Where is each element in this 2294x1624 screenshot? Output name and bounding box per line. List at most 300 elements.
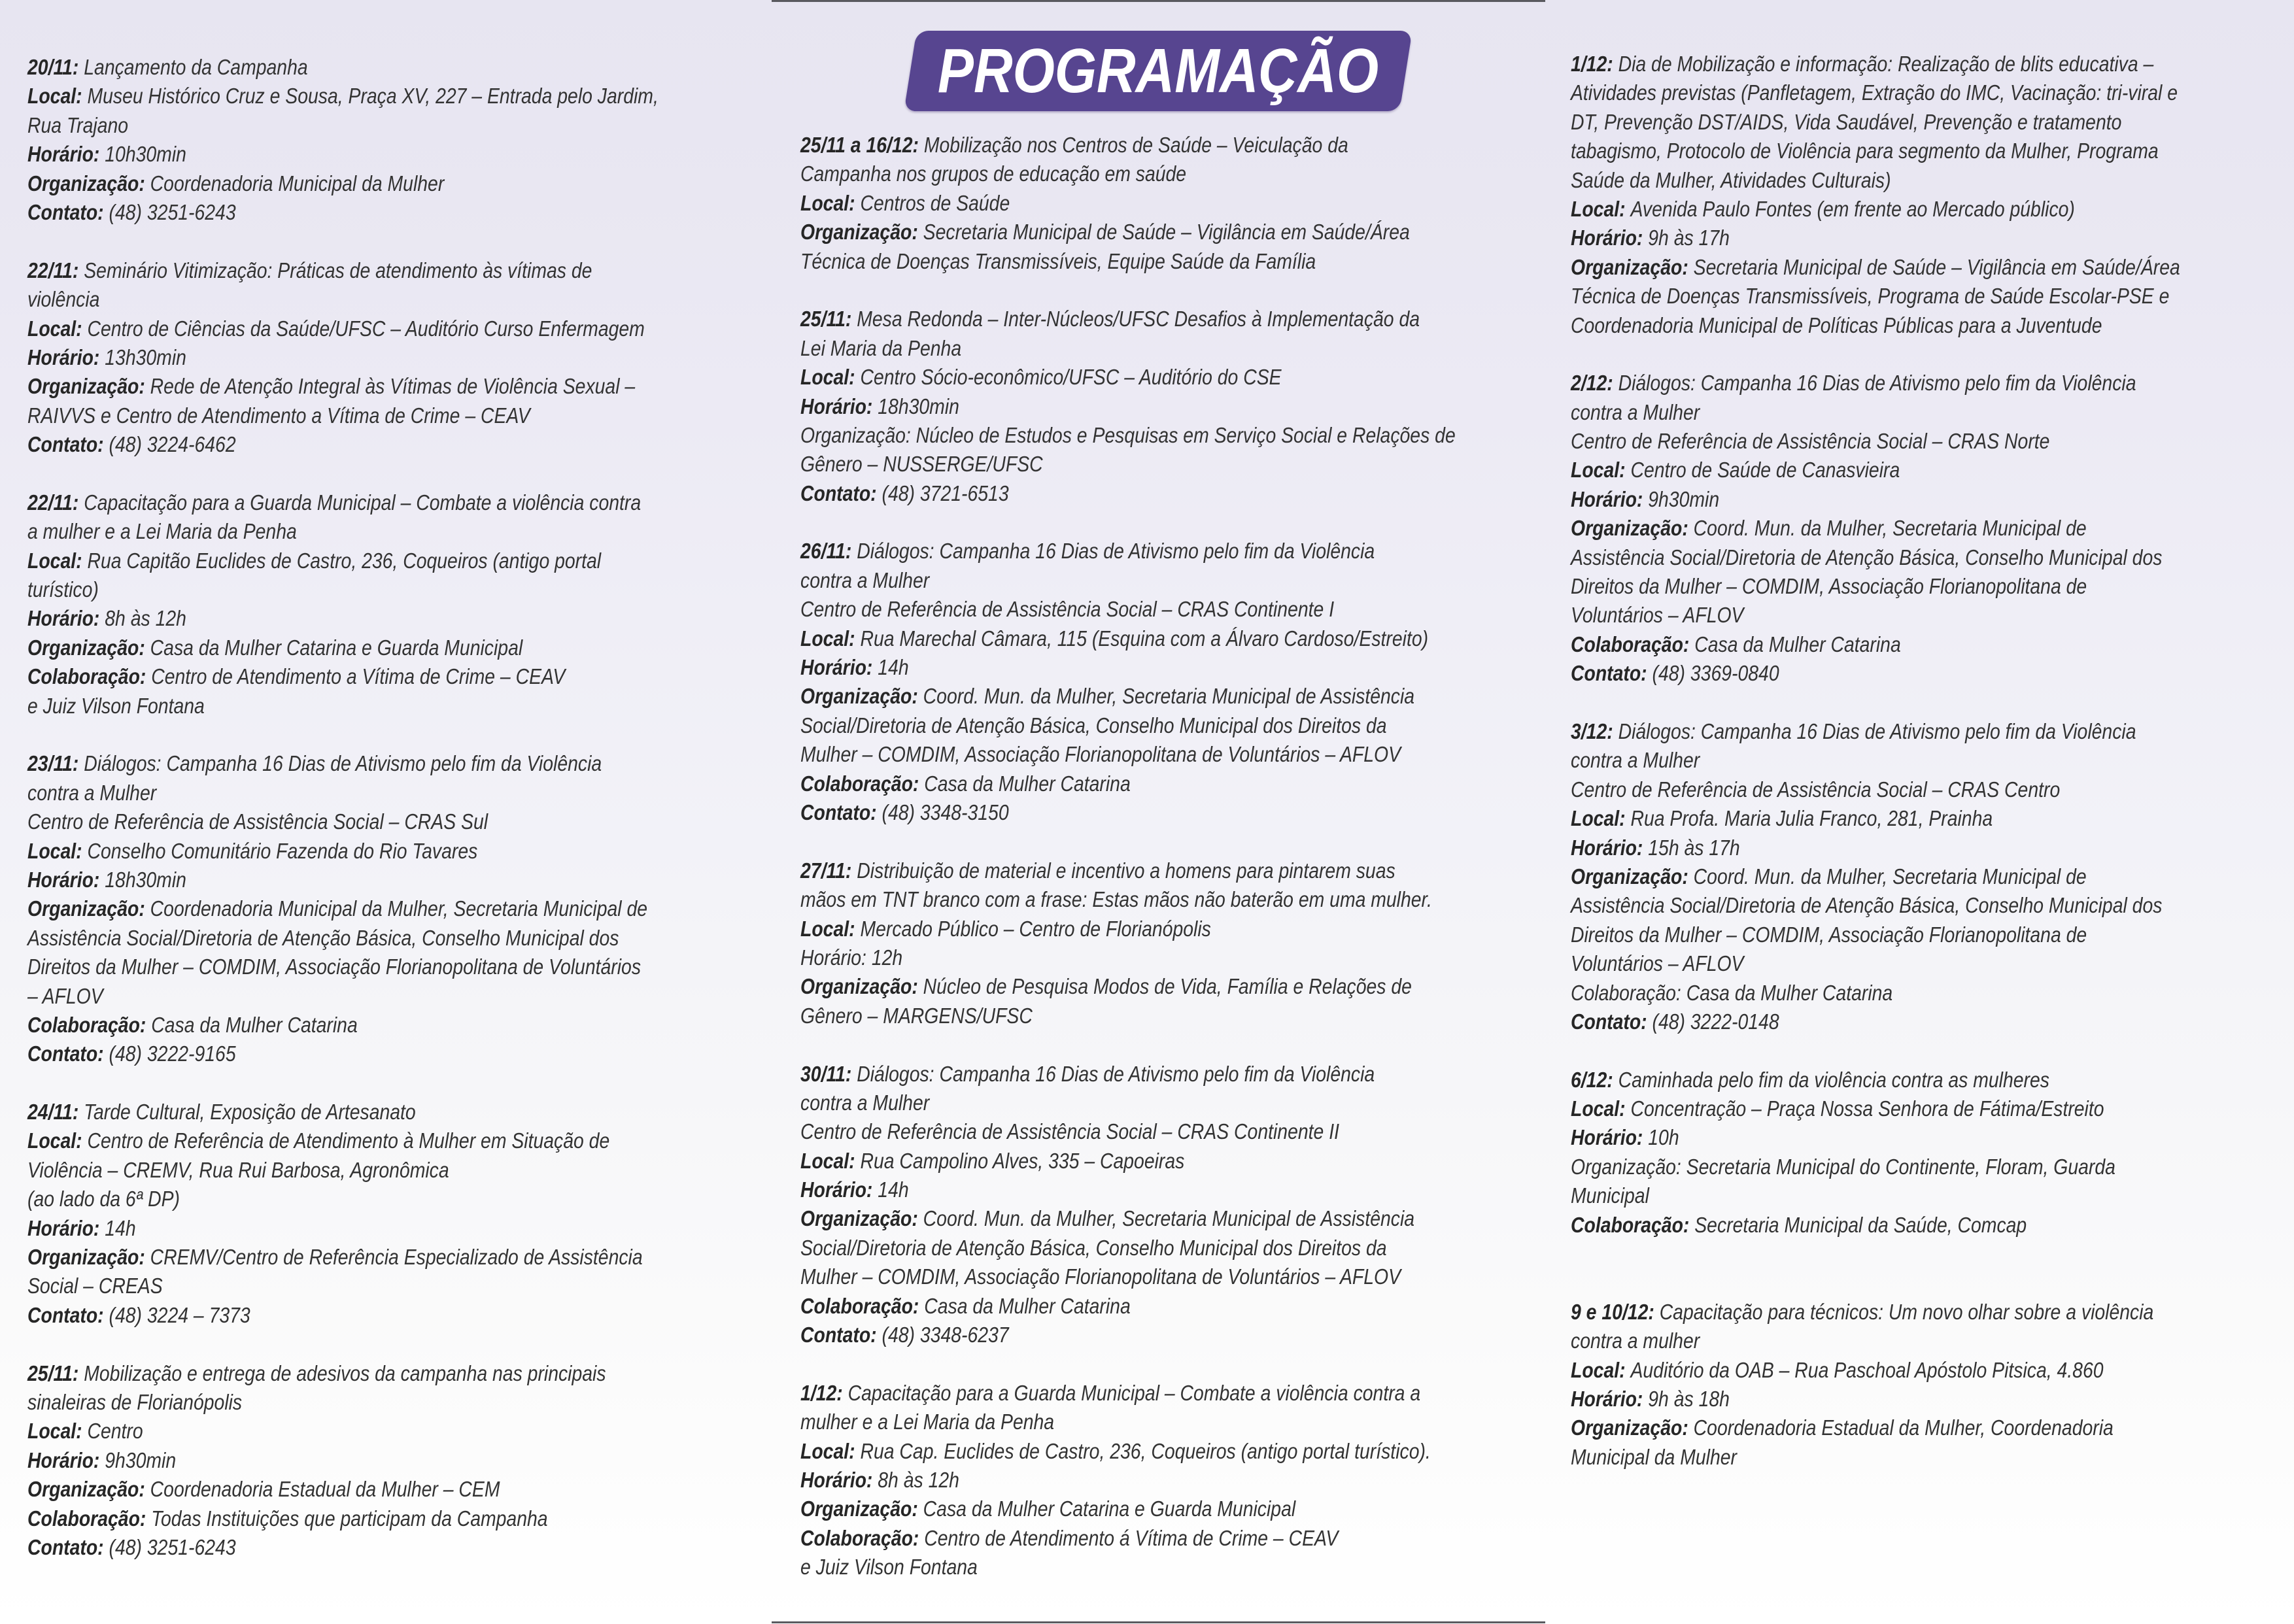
field-value: Técnica de Doenças Transmissíveis, Equipe Saúde da Família	[800, 248, 1316, 273]
field-label: Local:	[800, 190, 861, 215]
field-label: 25/11:	[800, 307, 857, 331]
field-value: Tarde Cultural, Exposição de Artesanato	[84, 1100, 416, 1125]
field-value: Gênero – MARGENS/UFSC	[800, 1003, 1033, 1028]
field-value: 9h30min	[105, 1447, 177, 1472]
event-line	[27, 837, 657, 866]
field-value: Direitos da Mulher – COMDIM, Associação Florianopolitana de Voluntários	[27, 955, 642, 979]
field-label: Local:	[27, 1419, 88, 1444]
field-value: Técnica de Doenças Transmissíveis, Programa de Saúde Escolar-PSE e	[1571, 284, 2170, 309]
field-label: Horário:	[27, 606, 105, 631]
field-value: Rua Trajano	[27, 112, 129, 137]
field-label: Horário:	[800, 394, 878, 418]
field-value: Avenida Paulo Fontes (em frente ao Mercado público)	[1630, 196, 2075, 221]
field-value: (48) 3348-6237	[882, 1323, 1009, 1347]
event-line	[800, 566, 1430, 595]
field-value: Municipal	[1571, 1183, 1649, 1208]
event-line	[800, 595, 1430, 624]
event-line	[800, 885, 1430, 914]
field-value: Lançamento da Campanha	[84, 55, 308, 79]
field-value: Rua Campolino Alves, 335 – Capoeiras	[860, 1148, 1185, 1173]
event-line	[1571, 921, 2183, 949]
event-line	[800, 1524, 1430, 1553]
field-label: Local:	[1571, 1096, 1631, 1121]
field-label: Horário:	[1571, 226, 1649, 250]
event-line	[800, 1466, 1430, 1495]
event-line	[27, 430, 657, 459]
event-line	[800, 392, 1430, 421]
event-line	[800, 1553, 1430, 1582]
event-line	[27, 53, 657, 82]
field-value: Centro de Ciências da Saúde/UFSC – Auditório Curso Enfermagem	[87, 316, 645, 341]
event-line	[27, 111, 657, 140]
event-line	[1571, 601, 2183, 630]
field-value: turístico)	[27, 577, 99, 602]
event-line	[27, 488, 657, 517]
event-line	[800, 1379, 1430, 1408]
event-line	[800, 653, 1430, 682]
event-entry	[27, 53, 760, 227]
field-label: Horário:	[27, 1215, 105, 1240]
field-label: Local:	[1571, 1357, 1631, 1382]
field-label: Horário:	[1571, 1125, 1649, 1150]
event-line	[27, 256, 657, 285]
schedule-column-right	[1571, 50, 2284, 1501]
field-value: Centro de Atendimento á Vítima de Crime – CEAV	[924, 1525, 1339, 1550]
event-line	[1571, 78, 2183, 107]
event-line	[800, 798, 1430, 827]
field-value: Centro de Referência de Assistência Social – CRAS Centro	[1571, 777, 2061, 802]
field-value: Coord. Mun. da Mulher, Secretaria Municipal de Assistência	[923, 1206, 1415, 1231]
field-value: contra a Mulher	[800, 1090, 930, 1115]
event-line	[800, 1262, 1430, 1291]
event-line	[27, 807, 657, 836]
event-line	[1571, 456, 2183, 484]
field-value: Lei Maria da Penha	[800, 335, 962, 360]
event-line	[800, 1234, 1430, 1262]
event-line	[27, 662, 657, 691]
event-line	[1571, 1094, 2183, 1123]
field-label: Organização:	[800, 220, 923, 245]
field-label: Horário:	[27, 867, 105, 892]
field-label: Organização:	[27, 896, 150, 921]
field-value: 13h30min	[105, 345, 186, 369]
field-value: Seminário Vitimização: Práticas de atendimento às vítimas de	[84, 258, 592, 282]
event-line	[1571, 1298, 2183, 1327]
field-value: Mesa Redonda – Inter-Núcleos/UFSC Desafios à Implementação da	[857, 307, 1420, 331]
field-label: 1/12:	[800, 1380, 848, 1405]
field-value: contra a Mulher	[800, 567, 930, 592]
event-line	[1571, 746, 2183, 775]
field-label: Horário:	[27, 345, 105, 369]
field-value: Campanha nos grupos de educação em saúde	[800, 161, 1187, 186]
field-value: Rede de Atenção Integral às Vítimas de Violência Sexual –	[150, 374, 636, 399]
field-label: Horário:	[1571, 486, 1649, 511]
field-label: Organização:	[27, 635, 150, 660]
event-line	[1571, 1443, 2183, 1472]
field-label: 25/11 a 16/12:	[800, 133, 924, 157]
field-value: Capacitação para a Guarda Municipal – Combate a violência contra	[84, 490, 642, 515]
field-label: Organização:	[27, 1477, 150, 1502]
field-value: Assistência Social/Diretoria de Atenção Básica, Conselho Municipal dos	[1571, 545, 2163, 569]
field-value: CREMV/Centro de Referência Especializado de Assistência	[150, 1245, 643, 1270]
field-label: Local:	[1571, 196, 1631, 221]
field-label: Organização:	[800, 1497, 923, 1521]
field-label: Contato:	[800, 1323, 882, 1347]
field-label: Local:	[1571, 458, 1631, 482]
field-value: (48) 3222-9165	[109, 1041, 236, 1066]
field-label: Organização:	[27, 374, 150, 399]
event-line	[1571, 804, 2183, 833]
field-value: (48) 3224-6462	[109, 432, 236, 457]
field-value: contra a mulher	[1571, 1328, 1700, 1353]
field-value: 9h às 17h	[1648, 226, 1730, 250]
field-label: Organização:	[27, 1245, 150, 1270]
field-label: Colaboração:	[27, 664, 152, 689]
event-line	[27, 314, 657, 343]
event-line	[27, 779, 657, 807]
event-line	[1571, 282, 2183, 311]
field-label: 23/11:	[27, 751, 84, 776]
event-line	[1571, 1007, 2183, 1036]
event-line	[1571, 224, 2183, 252]
field-value: 9h30min	[1648, 486, 1720, 511]
field-value: 8h às 12h	[878, 1467, 959, 1492]
event-line	[27, 1011, 657, 1040]
event-line	[27, 517, 657, 546]
event-line	[800, 711, 1430, 740]
event-line	[27, 547, 657, 575]
field-value: Assistência Social/Diretoria de Atenção Básica, Conselho Municipal dos	[27, 925, 619, 950]
event-line	[1571, 1123, 2183, 1152]
field-value: (48) 3369-0840	[1652, 661, 1779, 686]
field-value: Todas Instituições que participam da Campanha	[151, 1506, 548, 1531]
event-line	[800, 1147, 1430, 1176]
field-value: mãos em TNT branco com a frase: Estas mãos não baterão em uma mulher.	[800, 887, 1432, 912]
event-line	[800, 682, 1430, 711]
field-value: Diálogos: Campanha 16 Dias de Ativismo pelo fim da Violência	[857, 539, 1375, 564]
field-label: Local:	[27, 84, 88, 109]
event-line	[1571, 166, 2183, 195]
event-line	[27, 1185, 657, 1213]
field-value: Diálogos: Campanha 16 Dias de Ativismo pelo fim da Violência	[1618, 371, 2136, 396]
field-label: Contato:	[27, 1534, 109, 1559]
field-value: sinaleiras de Florianópolis	[27, 1389, 243, 1414]
field-label: Contato:	[27, 1041, 109, 1066]
field-label: 25/11:	[27, 1361, 84, 1385]
event-line	[1571, 50, 2183, 78]
field-value: Capacitação para a Guarda Municipal – Combate a violência contra a	[847, 1380, 1421, 1405]
event-line	[1571, 311, 2183, 340]
event-line	[27, 866, 657, 894]
field-value: Coord. Mun. da Mulher, Secretaria Municipal de	[1693, 864, 2087, 888]
event-line	[800, 1321, 1430, 1349]
field-label: Organização:	[1571, 516, 1694, 541]
field-value: Secretaria Municipal da Saúde, Comcap	[1694, 1212, 2027, 1237]
event-line	[800, 1292, 1430, 1321]
event-entry	[1571, 1066, 2284, 1240]
event-line	[1571, 1385, 2183, 1413]
field-label: 2/12:	[1571, 371, 1618, 396]
event-line	[800, 1408, 1430, 1436]
field-value: Mulher – COMDIM, Associação Florianopolitana de Voluntários – AFLOV	[800, 1264, 1401, 1289]
field-value: Casa da Mulher Catarina	[151, 1012, 358, 1037]
field-value: Coordenadoria Municipal da Mulher	[150, 171, 445, 195]
field-value: Diálogos: Campanha 16 Dias de Ativismo pelo fim da Violência	[1618, 719, 2136, 743]
event-line	[1571, 108, 2183, 137]
event-entry	[1571, 717, 2284, 1036]
event-line	[1571, 659, 2183, 688]
event-entry	[27, 1359, 760, 1563]
event-line	[27, 1533, 657, 1562]
field-value: Centro Sócio-econômico/UFSC – Auditório do CSE	[860, 365, 1282, 390]
field-value: Caminhada pelo fim da violência contra as mulheres	[1618, 1067, 2049, 1092]
event-line	[1571, 949, 2183, 978]
event-entry	[800, 856, 1533, 1030]
field-label: Horário:	[800, 655, 878, 680]
field-label: 6/12:	[1571, 1067, 1618, 1092]
field-value: a mulher e a Lei Maria da Penha	[27, 519, 297, 544]
event-line	[27, 1243, 657, 1272]
event-line	[27, 285, 657, 314]
field-label: 24/11:	[27, 1100, 84, 1125]
event-line	[800, 943, 1430, 972]
field-value: Rua Cap. Euclides de Castro, 236, Coqueiros (antigo portal turístico).	[860, 1438, 1431, 1463]
field-value: Auditório da OAB – Rua Paschoal Apóstolo Pitsica, 4.860	[1630, 1357, 2104, 1382]
field-value: Voluntários – AFLOV	[1571, 951, 1744, 976]
event-line	[1571, 485, 2183, 514]
field-value: Social – CREAS	[27, 1274, 163, 1298]
event-line	[800, 305, 1430, 333]
event-line	[1571, 137, 2183, 165]
field-label: Colaboração:	[800, 771, 925, 796]
field-value: Centro de Referência de Assistência Social – CRAS Continente II	[800, 1119, 1339, 1144]
field-value: 15h às 17h	[1648, 835, 1740, 860]
event-line	[1571, 717, 2183, 746]
event-line	[1571, 1327, 2183, 1355]
field-label: Horário:	[1571, 835, 1649, 860]
field-value: Direitos da Mulher – COMDIM, Associação Florianopolitana de	[1571, 574, 2087, 599]
field-value: Direitos da Mulher – COMDIM, Associação Florianopolitana de	[1571, 922, 2087, 947]
event-line	[27, 575, 657, 604]
event-line	[800, 247, 1430, 276]
field-value: Municipal da Mulher	[1571, 1444, 1737, 1469]
field-label: Contato:	[27, 1302, 109, 1327]
event-line	[1571, 398, 2183, 427]
field-value: (48) 3721-6513	[882, 481, 1009, 505]
field-value: Secretaria Municipal de Saúde – Vigilância em Saúde/Área	[923, 220, 1410, 245]
page-title	[910, 31, 1406, 111]
field-value: Mercado Público – Centro de Florianópolis	[860, 916, 1211, 941]
event-line	[27, 1301, 657, 1330]
field-label: Colaboração:	[800, 1293, 925, 1318]
event-entry	[800, 1379, 1533, 1582]
field-value: Centro de Saúde de Canasvieira	[1630, 458, 1900, 482]
field-label: Local:	[800, 916, 861, 941]
field-label: Contato:	[27, 199, 109, 224]
event-line	[1571, 195, 2183, 224]
field-label: 20/11:	[27, 55, 84, 79]
field-value: 8h às 12h	[105, 606, 186, 631]
event-line	[27, 1040, 657, 1068]
event-line	[1571, 630, 2183, 659]
field-value: Horário: 12h	[800, 945, 903, 970]
field-label: 26/11:	[800, 539, 857, 564]
field-value: Centro de Referência de Atendimento à Mulher em Situação de	[87, 1128, 610, 1153]
event-line	[800, 1204, 1430, 1233]
field-value: Conselho Comunitário Fazenda do Rio Tavares	[87, 838, 478, 863]
field-value: (48) 3251-6243	[109, 199, 236, 224]
event-line	[800, 363, 1430, 392]
field-value: Coordenadoria Estadual da Mulher, Coordenadoria	[1693, 1415, 2114, 1440]
event-line	[27, 140, 657, 169]
event-line	[800, 537, 1430, 566]
field-value: Organização: Secretaria Municipal do Continente, Floram, Guarda	[1571, 1154, 2115, 1179]
field-label: Organização:	[27, 171, 150, 195]
bottom-rule	[772, 1621, 1545, 1623]
event-line	[27, 1359, 657, 1388]
top-rule	[772, 0, 1545, 2]
field-value: (ao lado da 6ª DP)	[27, 1187, 180, 1211]
event-entry	[27, 256, 760, 460]
event-line	[27, 1156, 657, 1185]
field-label: Contato:	[1571, 1009, 1652, 1034]
event-line	[1571, 543, 2183, 572]
field-label: Organização:	[800, 1206, 923, 1231]
field-label: Organização:	[1571, 254, 1694, 279]
event-line	[27, 1098, 657, 1126]
field-label: 9 e 10/12:	[1571, 1299, 1660, 1324]
field-value: Atividades previstas (Panfletagem, Extração do IMC, Vacinação: tri-viral e	[1571, 80, 2178, 105]
field-value: violência	[27, 287, 100, 312]
field-value: Casa da Mulher Catarina e Guarda Municipal	[150, 635, 523, 660]
event-line	[27, 1475, 657, 1504]
field-value: Saúde da Mulher, Atividades Culturais)	[1571, 167, 1891, 192]
event-line	[27, 1214, 657, 1243]
field-value: Centros de Saúde	[860, 190, 1010, 215]
event-line	[27, 604, 657, 633]
field-label: Contato:	[1571, 661, 1652, 686]
field-value: Mobilização nos Centros de Saúde – Veiculação da	[923, 133, 1348, 157]
field-value: – AFLOV	[27, 983, 103, 1008]
event-line	[800, 1437, 1430, 1466]
field-label: Local:	[800, 626, 861, 651]
field-label: 22/11:	[27, 490, 84, 515]
event-line	[800, 915, 1430, 943]
field-label: Colaboração:	[27, 1012, 152, 1037]
field-value: Social/Diretoria de Atenção Básica, Conselho Municipal dos Direitos da	[800, 1235, 1387, 1260]
event-line	[800, 160, 1430, 188]
field-label: Horário:	[1571, 1386, 1649, 1411]
field-label: Local:	[27, 316, 88, 341]
event-line	[1571, 834, 2183, 862]
field-value: Secretaria Municipal de Saúde – Vigilância em Saúde/Área	[1693, 254, 2180, 279]
event-line	[27, 1126, 657, 1155]
event-line	[800, 421, 1456, 450]
event-line	[800, 334, 1430, 363]
field-label: 3/12:	[1571, 719, 1618, 743]
event-line	[800, 624, 1430, 653]
event-line	[27, 1417, 657, 1446]
field-value: Centro de Referência de Assistência Social – CRAS Sul	[27, 809, 488, 834]
event-entry	[800, 537, 1533, 827]
field-value: contra a Mulher	[27, 780, 157, 805]
event-entry	[1571, 369, 2284, 688]
schedule-column-left	[27, 53, 760, 1591]
event-line	[800, 972, 1430, 1001]
event-line	[27, 343, 657, 372]
event-line	[1571, 253, 2183, 282]
event-line	[27, 749, 657, 778]
field-value: Rua Marechal Câmara, 115 (Esquina com a Álvaro Cardoso/Estreito)	[860, 626, 1429, 651]
event-line	[800, 856, 1430, 885]
field-label: Local:	[27, 1128, 88, 1153]
event-line	[27, 634, 657, 662]
field-value: Coord. Mun. da Mulher, Secretaria Municipal de Assistência	[923, 684, 1415, 709]
field-value: e Juiz Vilson Fontana	[800, 1555, 978, 1580]
event-line	[1571, 979, 2183, 1007]
event-line	[1571, 514, 2183, 543]
field-label: Organização:	[1571, 1415, 1694, 1440]
event-line	[27, 169, 657, 198]
field-label: Colaboração:	[1571, 632, 1695, 656]
event-line	[800, 479, 1430, 508]
event-line	[27, 692, 657, 720]
field-value: Museu Histórico Cruz e Sousa, Praça XV, 227 – Entrada pelo Jardim,	[87, 84, 659, 109]
field-value: Coordenadoria Estadual da Mulher – CEM	[150, 1477, 500, 1502]
field-value: Rua Capitão Euclides de Castro, 236, Coqueiros (antigo portal	[87, 548, 602, 573]
field-value: mulher e a Lei Maria da Penha	[800, 1410, 1055, 1434]
field-label: Local:	[800, 1148, 861, 1173]
field-label: 30/11:	[800, 1061, 857, 1086]
event-entry	[1571, 1298, 2284, 1472]
field-value: Assistência Social/Diretoria de Atenção Básica, Conselho Municipal dos	[1571, 893, 2163, 918]
event-line	[1571, 862, 2183, 891]
schedule-column-middle	[800, 131, 1533, 1611]
event-line	[1571, 1066, 2183, 1094]
field-value: Coordenadoria Municipal da Mulher, Secretaria Municipal de	[150, 896, 648, 921]
event-line	[27, 924, 657, 953]
field-value: (48) 3251-6243	[109, 1534, 236, 1559]
field-value: 10h30min	[105, 142, 186, 167]
field-value: 18h30min	[105, 867, 186, 892]
event-entry	[27, 1098, 760, 1330]
field-value: Voluntários – AFLOV	[1571, 603, 1744, 628]
field-value: contra a Mulher	[1571, 399, 1700, 424]
field-label: Horário:	[27, 142, 105, 167]
field-value: 18h30min	[878, 394, 959, 418]
field-label: Organização:	[800, 684, 923, 709]
field-value: DT, Prevenção DST/AIDS, Vida Saudável, Prevenção e tratamento	[1571, 109, 2122, 134]
field-value: Centro de Referência de Assistência Social – CRAS Continente I	[800, 597, 1335, 622]
field-label: Local:	[800, 365, 861, 390]
field-value: Casa da Mulher Catarina	[924, 1293, 1131, 1318]
event-line	[800, 189, 1430, 218]
event-entry	[1571, 50, 2284, 340]
field-value: Núcleo de Pesquisa Modos de Vida, Família e Relações de	[923, 974, 1412, 999]
event-line	[1571, 572, 2183, 601]
event-line	[1571, 369, 2183, 398]
event-line	[800, 1089, 1430, 1117]
field-label: Colaboração:	[27, 1506, 152, 1531]
event-line	[800, 218, 1430, 246]
field-label: Horário:	[27, 1447, 105, 1472]
field-label: Local:	[1571, 806, 1631, 831]
field-value: Gênero – NUSSERGE/UFSC	[800, 452, 1043, 477]
field-value: Casa da Mulher Catarina e Guarda Municipal	[923, 1497, 1296, 1521]
field-value: Diálogos: Campanha 16 Dias de Ativismo pelo fim da Violência	[857, 1061, 1375, 1086]
event-line	[1571, 891, 2183, 920]
field-value: 9h às 18h	[1648, 1386, 1730, 1411]
